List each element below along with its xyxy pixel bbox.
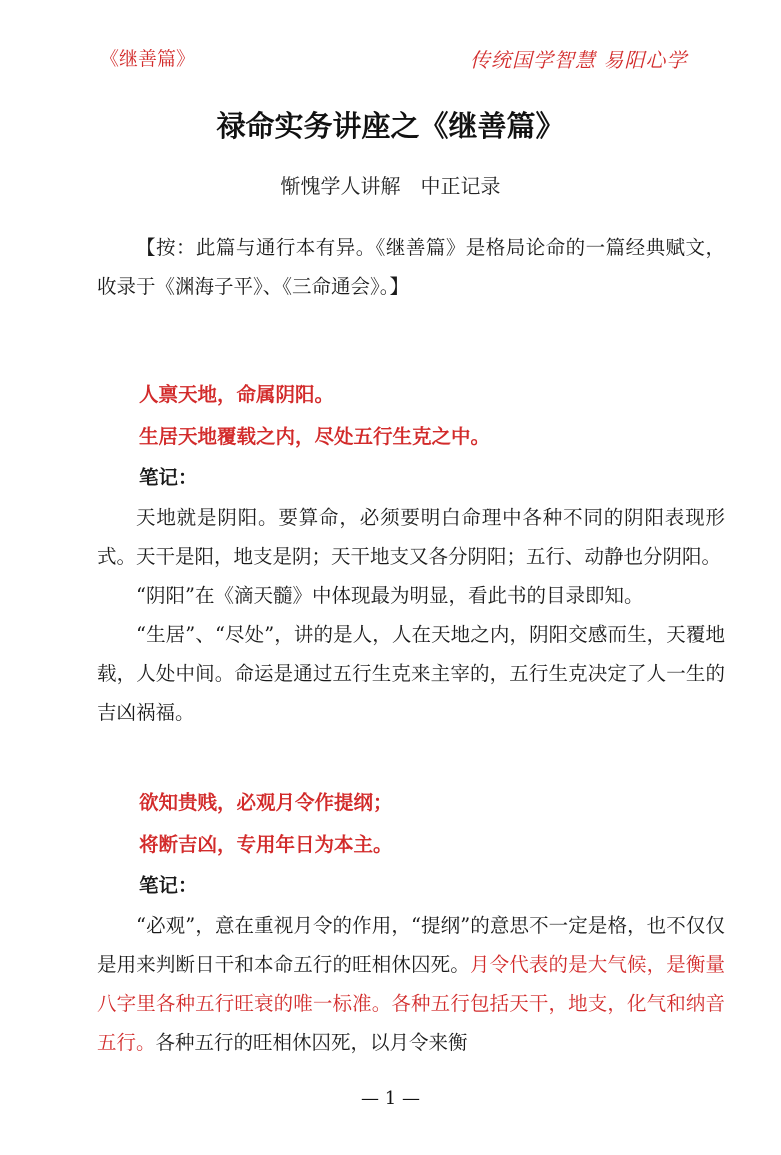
- verse-1-2: 生居天地覆载之内，尽处五行生克之中。: [139, 425, 491, 448]
- page-number: — 1 —: [361, 1088, 420, 1109]
- article-body: [97, 228, 725, 1062]
- section1-paragraph-2: “阴阳”在《滴天髓》中体现最为明显，看此书的目录即知。: [136, 584, 644, 607]
- verse-2-1: 欲知贵贱，必观月令作提纲；: [139, 791, 393, 814]
- section1-paragraph-1: 天地就是阴阳。要算命，必须要明白命理中各种不同的阴阳表现形式。天干是阳，地支是阴；天干地支又各分阴阳；五行、动静也分阴阳。: [97, 506, 725, 568]
- verse-1-1: 人禀天地，命属阴阳。: [139, 383, 335, 406]
- page-subtitle: 惭愧学人讲解 中正记录: [280, 174, 501, 198]
- header-right-slogan: 传统国学智慧 易阳心学: [470, 48, 688, 72]
- section2-paragraph-1: [97, 906, 725, 1062]
- section2-text-c: 各种五行的旺相休囚死，以月令来衡: [155, 1031, 468, 1054]
- section1-paragraph-3: “生居”、“尽处”，讲的是人，人在天地之内，阴阳交感而生，天覆地载，人处中间。命运是通过五行生克来主宰的，五行生克决定了人一生的吉凶祸福。: [97, 623, 725, 724]
- page-title: 禄命实务讲座之《继善篇》: [216, 109, 565, 143]
- section2-text-a: “必观”，意在重视月令的作用，“提纲”的意思不一定是格，也不仅仅是用来判断日干和本命五行的旺相休囚死。: [97, 914, 725, 976]
- verse-2-2: 将断吉凶，专用年日为本主。: [139, 833, 393, 856]
- intro-note: 【按：此篇与通行本有异。《继善篇》是格局论命的一篇经典赋文，收录于《渊海子平》、《三命通会》。】: [97, 236, 725, 298]
- notes-label-2: 笔记：: [139, 874, 198, 897]
- header-left-title: 《继善篇》: [100, 48, 196, 70]
- section2-highlight: 月令代表的是大气候，是衡量八字里各种五行旺衰的唯一标准。各种五行包括天干，地支，化气和纳音五行。: [97, 953, 725, 1054]
- notes-label-1: 笔记：: [139, 466, 198, 489]
